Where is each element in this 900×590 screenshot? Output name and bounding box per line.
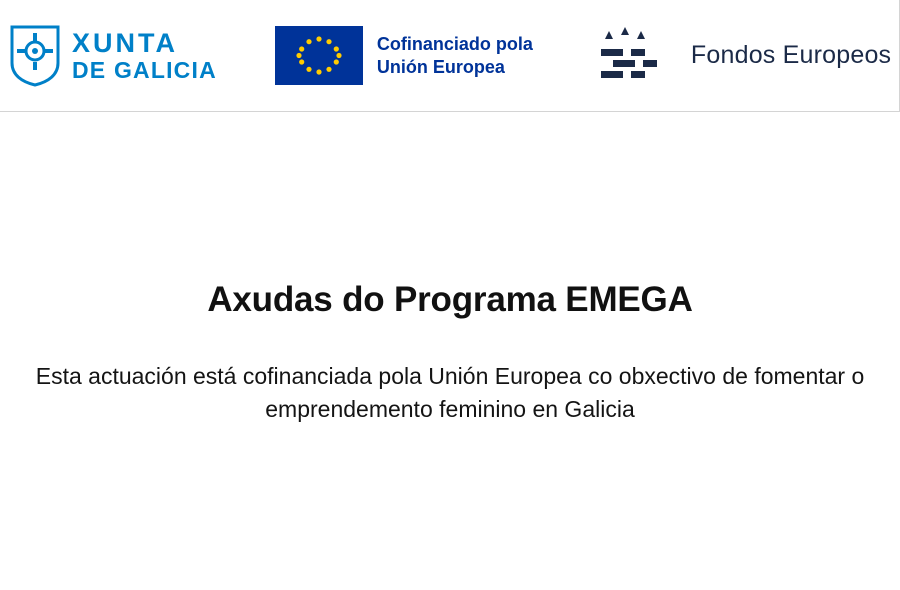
eu-cofinancing-line2: Unión Europea (376, 56, 505, 77)
page-subtitle: Esta actuación está cofinanciada pola Unión Europea co obxectivo de fomentar o emprendemento feminino en Galicia (35, 363, 865, 423)
eu-cofinancing-logo (275, 26, 533, 85)
eu-cofinancing-line1: Cofinanciado pola (376, 34, 533, 54)
fondos-europeos-icon (595, 25, 677, 87)
main-content (0, 112, 900, 589)
eu-cofinancing-text (377, 33, 533, 78)
fondos-europeos-logo (595, 25, 891, 87)
xunta-wordmark-line1: XUNTA (72, 28, 178, 59)
xunta-shield-icon (10, 25, 60, 87)
eu-flag-icon (275, 26, 363, 85)
xunta-wordmark (72, 29, 217, 81)
page-title: Axudas do Programa EMEGA (207, 280, 693, 319)
xunta-wordmark-line2: DE GALICIA (72, 56, 217, 83)
logo-header-band (0, 0, 900, 112)
fondos-europeos-label: Fondos Europeos (690, 41, 892, 69)
xunta-de-galicia-logo (0, 25, 217, 87)
